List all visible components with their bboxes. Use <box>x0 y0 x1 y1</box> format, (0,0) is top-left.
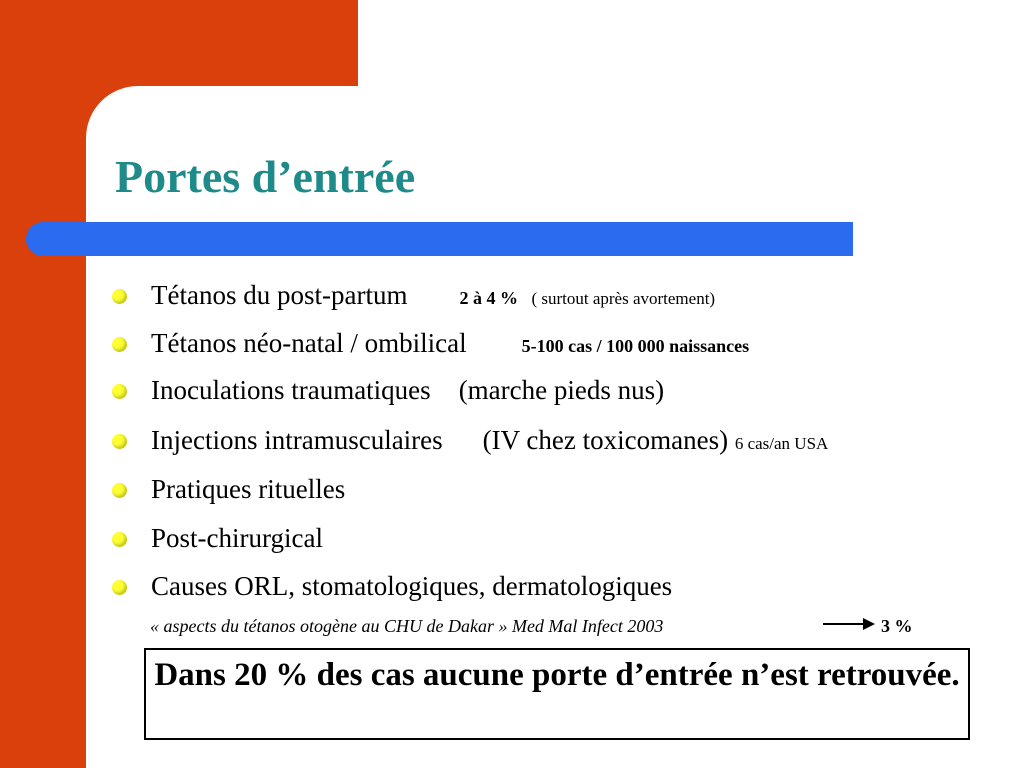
bullet-label: Tétanos néo-natal / ombilical <box>151 328 467 358</box>
bullet-item <box>112 471 1012 507</box>
bullet-dot-icon <box>112 580 127 595</box>
bullet-item <box>112 277 1012 313</box>
bullet-item <box>112 372 1012 408</box>
bullet-dot-icon <box>112 384 127 399</box>
bullet-note-small: 6 cas/an USA <box>734 434 829 453</box>
bullet-note-bold: 2 à 4 % <box>459 288 518 308</box>
slide-title: Portes d’entrée <box>115 151 416 202</box>
bullet-text <box>151 325 749 364</box>
bullet-note-bold: 5-100 cas / 100 000 naissances <box>521 336 750 356</box>
bullet-dot-icon <box>112 289 127 304</box>
bullet-text <box>151 422 828 462</box>
title-underline-bar <box>26 222 853 256</box>
bullet-text <box>151 372 664 408</box>
conclusion-text: Dans 20 % des cas aucune porte d’entrée n’est retrouvée. <box>154 657 960 693</box>
bullet-label: Inoculations traumatiques <box>151 375 431 405</box>
bullet-note-inline: (IV chez toxicomanes) <box>482 425 729 455</box>
bullet-text <box>151 277 715 317</box>
bullet-item <box>112 325 1012 361</box>
bullet-dot-icon <box>112 434 127 449</box>
bullet-dot-icon <box>112 532 127 547</box>
bullet-label: Tétanos du post-partum <box>151 280 408 310</box>
bullet-dot-icon <box>112 483 127 498</box>
bullet-item <box>112 568 1012 604</box>
reference-text: « aspects du tétanos otogène au CHU de Dakar » Med Mal Infect 2003 <box>150 616 664 636</box>
bullet-text: Causes ORL, stomatologiques, dermatologiques <box>151 571 673 601</box>
reference-citation <box>150 614 663 638</box>
bullet-item <box>112 422 1012 458</box>
bullet-note-inline: (marche pieds nus) <box>458 375 665 405</box>
bullet-text: Pratiques rituelles <box>151 474 346 504</box>
bullet-label: Injections intramusculaires <box>151 425 443 455</box>
conclusion-box <box>144 648 970 740</box>
bullet-item <box>112 520 1012 556</box>
arrow-right-icon <box>823 617 875 631</box>
reference-value: 3 % <box>881 616 913 636</box>
bullet-dot-icon <box>112 337 127 352</box>
bullet-text: Post-chirurgical <box>151 523 323 553</box>
bullet-note: ( surtout après avortement) <box>531 289 716 308</box>
